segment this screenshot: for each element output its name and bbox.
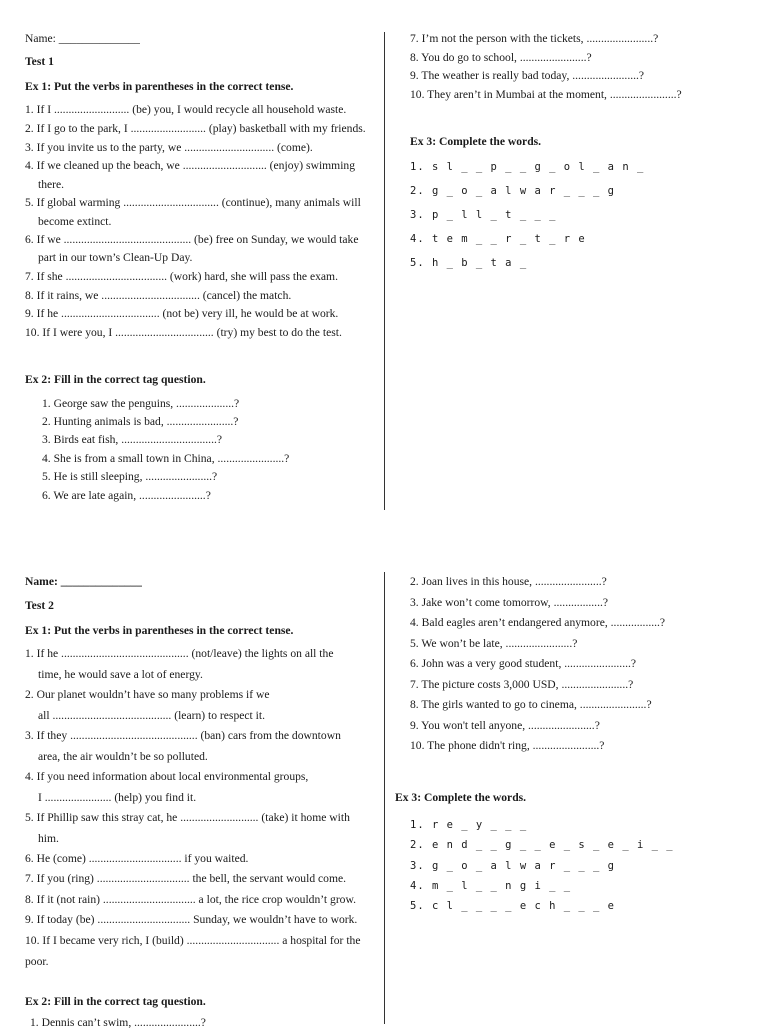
exercise-item-continuation: poor.: [25, 955, 49, 968]
exercise-item-continuation: there.: [38, 178, 65, 191]
word-puzzle-item: 4. m _ l _ _ n g i _ _: [410, 880, 572, 892]
exercise-item: 6. He (come) ................................ if you waited.: [25, 852, 249, 865]
tag-question-item: 6. John was a very good student, .......................?: [410, 657, 637, 670]
exercise-item: 10. If I became very rich, I (build) ................................ a hospital for the: [25, 934, 361, 947]
exercise-item-continuation: area, the air wouldn’t be so polluted.: [38, 750, 208, 763]
column-divider-top: [384, 32, 385, 510]
exercise-item-continuation: all ......................................... (learn) to respect it.: [38, 709, 265, 722]
tag-question-item: 3. Jake won’t come tomorrow, .................?: [410, 596, 609, 609]
test-title: Test 1: [25, 55, 54, 68]
word-puzzle-item: 3. g _ o _ a l w a r _ _ _ g: [410, 860, 616, 872]
tag-question-item: 8. The girls wanted to go to cinema, .......................?: [410, 698, 652, 711]
tag-question-item: 4. Bald eagles aren’t endangered anymore, .................?: [410, 616, 666, 629]
tag-question-item: 2. Hunting animals is bad, .......................?: [42, 415, 239, 428]
tag-question-item: 7. The picture costs 3,000 USD, .......................?: [410, 678, 634, 691]
word-puzzle-item: 3. p _ l l _ t _ _ _: [410, 209, 557, 221]
tag-question-item: 1. George saw the penguins, ....................?: [42, 397, 240, 410]
exercise-item: 2. If I go to the park, I .......................... (play) basketball with my friends.: [25, 122, 366, 135]
exercise-item: 7. If you (ring) ................................ the bell, the servant would come.: [25, 872, 347, 885]
exercise-item: 4. If we cleaned up the beach, we ............................. (enjoy) swimming: [25, 159, 356, 172]
exercise-heading: Ex 2: Fill in the correct tag question.: [25, 373, 206, 386]
exercise-item: 4. If you need information about local environmental groups,: [25, 770, 309, 783]
exercise-item: 3. If they ............................................ (ban) cars from the downtown: [25, 729, 341, 742]
exercise-item-continuation: I ....................... (help) you find it.: [38, 791, 197, 804]
exercise-item-continuation: time, he would save a lot of energy.: [38, 668, 203, 681]
exercise-item: 8. If it (not rain) ................................ a lot, the rice crop wouldn’t grow.: [25, 893, 356, 906]
exercise-item: 9. If today (be) ................................ Sunday, we wouldn’t have to work.: [25, 913, 358, 926]
exercise-heading: Ex 3: Complete the words.: [395, 791, 527, 804]
word-puzzle-item: 2. g _ o _ a l w a r _ _ _ g: [410, 185, 616, 197]
tag-question-item: 7. I’m not the person with the tickets, .......................?: [410, 32, 659, 45]
word-puzzle-item: 5. c l _ _ _ _ e c h _ _ _ e: [410, 900, 616, 912]
tag-question-item: 5. We won’t be late, .......................?: [410, 637, 578, 650]
name-field: Name: ______________: [25, 32, 140, 45]
tag-question-item: 1. Dennis can’t swim, .......................?: [30, 1016, 206, 1029]
exercise-item: 1. If I .......................... (be) you, I would recycle all household waste.: [25, 103, 347, 116]
tag-question-item: 8. You do go to school, .......................?: [410, 51, 592, 64]
test2-left-column: [25, 0, 380, 1029]
tag-question-item: 6. We are late again, .......................?: [42, 489, 211, 502]
word-puzzle-item: 4. t e m _ _ r _ t _ r e: [410, 233, 586, 245]
word-puzzle-item: 5. h _ b _ t a _: [410, 257, 528, 269]
tag-question-item: 2. Joan lives in this house, .......................?: [410, 575, 607, 588]
exercise-item: 5. If global warming ................................. (continue), many animals will: [25, 196, 361, 209]
test2-right-column: [395, 0, 760, 1024]
exercise-item: 8. If it rains, we .................................. (cancel) the match.: [25, 289, 292, 302]
tag-question-item: 9. The weather is really bad today, .......................?: [410, 69, 645, 82]
exercise-heading: Ex 2: Fill in the correct tag question.: [25, 995, 206, 1008]
tag-question-item: 10. The phone didn't ring, .......................?: [410, 739, 605, 752]
word-puzzle-item: 2. e n d _ _ g _ _ e _ s _ e _ i _ _: [410, 839, 674, 851]
exercise-item: 3. If you invite us to the party, we ............................... (come).: [25, 141, 313, 154]
tag-question-item: 4. She is from a small town in China, .......................?: [42, 452, 290, 465]
exercise-item: 6. If we ............................................ (be) free on Sunday, we would take: [25, 233, 359, 246]
tag-question-item: 9. You won't tell anyone, .......................?: [410, 719, 600, 732]
exercise-heading: Ex 1: Put the verbs in parentheses in the correct tense.: [25, 80, 294, 93]
exercise-item-continuation: part in our town’s Clean-Up Day.: [38, 251, 193, 264]
exercise-heading: Ex 1: Put the verbs in parentheses in the correct tense.: [25, 624, 294, 637]
test-title: Test 2: [25, 599, 54, 612]
tag-question-item: 3. Birds eat fish, .................................?: [42, 433, 223, 446]
exercise-item: 10. If I were you, I .................................. (try) my best to do the test.: [25, 326, 342, 339]
exercise-item: 5. If Phillip saw this stray cat, he ........................... (take) it home with: [25, 811, 350, 824]
exercise-item: 1. If he ............................................ (not/leave) the lights on all the: [25, 647, 334, 660]
word-puzzle-item: 1. r e _ y _ _ _: [410, 819, 528, 831]
tag-question-item: 10. They aren’t in Mumbai at the moment, .......................?: [410, 88, 682, 101]
word-puzzle-item: 1. s l _ _ p _ _ g _ o l _ a n _: [410, 161, 645, 173]
tag-question-item: 5. He is still sleeping, .......................?: [42, 470, 218, 483]
name-field: Name: ______________: [25, 575, 142, 588]
exercise-item-continuation: him.: [38, 832, 59, 845]
exercise-heading: Ex 3: Complete the words.: [410, 135, 542, 148]
exercise-item: 7. If she ................................... (work) hard, she will pass the exam.: [25, 270, 338, 283]
exercise-item: 2. Our planet wouldn’t have so many problems if we: [25, 688, 270, 701]
column-divider-bottom: [384, 572, 385, 1024]
exercise-item: 9. If he .................................. (not be) very ill, he would be at work.: [25, 307, 339, 320]
exercise-item-continuation: become extinct.: [38, 215, 112, 228]
